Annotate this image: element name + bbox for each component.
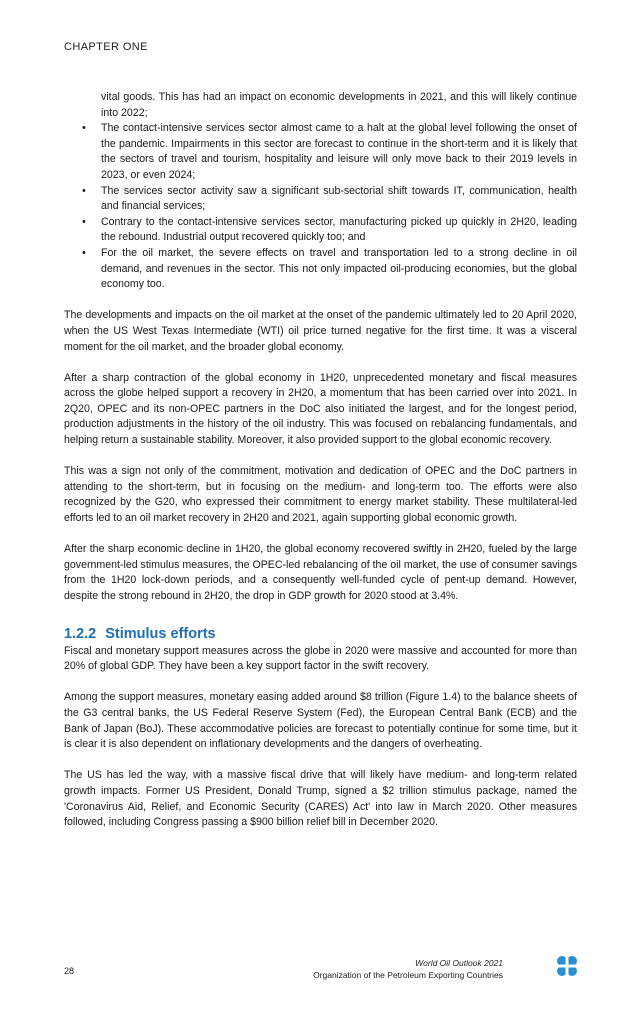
section-title: Stimulus efforts (105, 625, 216, 642)
footer-publication-info (313, 957, 503, 981)
bullet-item-continuation: vital goods. This has had an impact on economic developments in 2021, and this will likely continue into 2022; (101, 91, 577, 119)
bullet-item: • The services sector activity saw a significant sub-sectorial shift towards IT, communication, health and financial services; (101, 184, 577, 215)
organization-name: Organization of the Petroleum Exporting Countries (313, 970, 503, 980)
chapter-header: CHAPTER ONE (64, 41, 148, 53)
page-number: 28 (64, 966, 75, 976)
section-heading (64, 625, 577, 643)
page-content (64, 90, 577, 831)
bullet-item: • For the oil market, the severe effects on travel and transportation led to a strong decline in oil demand, and revenues in the sector. This not only impacted oil-producing economies, but the global economy too. (101, 246, 577, 293)
body-paragraph: After the sharp economic decline in 1H20, the global economy recovered swiftly in 2H20, fueled by the large government-led stimulus measures, the OPEC-led rebalancing of the oil market, the use of consumer savings from the 1H20 lock-down periods, and a consequently well-funded cycle of pent-up demand. However, despite the strong rebound in 2H20, the drop in GDP growth for 2020 stood at 3.4%. (64, 543, 577, 602)
publication-title: World Oil Outlook 2021 (415, 958, 503, 968)
bullet-item: • The contact-intensive services sector almost came to a halt at the global level following the onset of the pandemic. Impairments in this sector are forecast to continue in the short-term and it is likely that the sectors of travel and tourism, hospitality and leisure will only move back to their 2019 levels in 2023, or even 2024; (101, 121, 577, 183)
body-paragraph: After a sharp contraction of the global economy in 1H20, unprecedented monetary and fiscal measures across the globe helped support a recovery in 2H20, a momentum that has been carried over into 2021. In 2Q20, OPEC and its non-OPEC partners in the DoC also initiated the largest, and for the longest period, production adjustments in the history of the oil industry. This was focused on rebalancing fundamentals, and helping return a sustainable stability. Moreover, it also provided support to the global economic recovery. (64, 371, 577, 447)
section-number: 1.2.2 (64, 625, 97, 642)
opec-logo-icon (556, 955, 578, 977)
body-paragraph: This was a sign not only of the commitment, motivation and dedication of OPEC and the DoC partners in attending to the short-term, but in focusing on the medium- and long-term too. The efforts were also recognized by the G20, who expressed their commitment to energy market stability. These multilateral-led efforts led to an oil market recovery in 2H20 and 2021, again supporting global economic growth. (64, 465, 577, 525)
bullet-item: • Contrary to the contact-intensive services sector, manufacturing picked up quickly in 2H20, leading the rebound. Industrial output recovered quickly too; and (101, 215, 577, 246)
bullet-list (64, 90, 577, 293)
body-paragraph: The developments and impacts on the oil market at the onset of the pandemic ultimately led to 20 April 2020, when the US West Texas Intermediate (WTI) oil price turned negative for the first time. It was a visceral moment for the oil market, and the broader global economy. (64, 309, 577, 353)
section-paragraph: Fiscal and monetary support measures across the globe in 2020 were massive and accounted for more than 20% of global GDP. They have been a key support factor in the swift recovery. (64, 644, 577, 673)
section-paragraph: Among the support measures, monetary easing added around $8 trillion (Figure 1.4) to the balance sheets of the G3 central banks, the US Federal Reserve System (Fed), the European Central Bank (ECB) and the Bank of Japan (BoJ). These accommodative policies are forecast to potentially continue for some time, but it is clear it is also dependent on inflationary developments and the dangers of overheating. (64, 691, 577, 751)
section-paragraph: The US has led the way, with a massive fiscal drive that will likely have medium- and long-term related growth impacts. Former US President, Donald Trump, signed a $2 trillion stimulus package, named the 'Coronavirus Aid, Relief, and Economic Security (CARES) Act' into law in March 2020. Other measures followed, including Congress passing a $900 billion relief bill in December 2020. (64, 769, 577, 829)
